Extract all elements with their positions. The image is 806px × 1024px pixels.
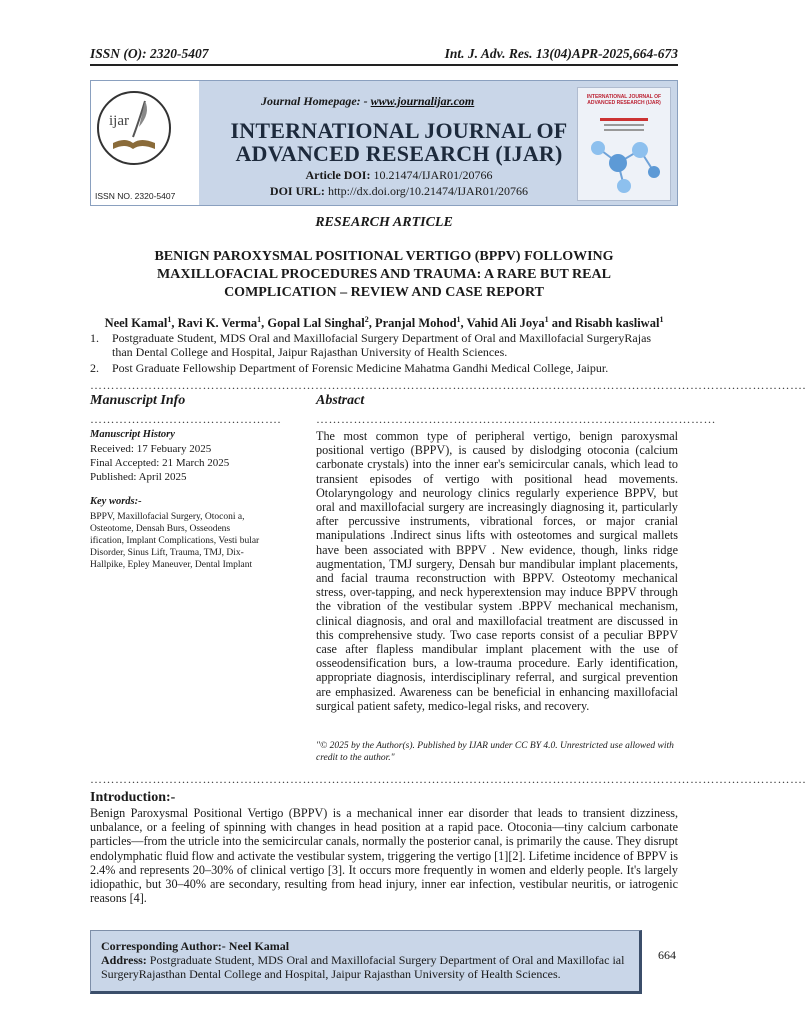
corresponding-author: Corresponding Author:- Neel Kamal — [101, 939, 290, 953]
issn-number: ISSN NO. 2320-5407 — [95, 191, 176, 201]
doi-block: Article DOI: 10.21474/IJAR01/20766 DOI URL: http://dx.doi.org/10.21474/IJAR01/20766 — [269, 168, 529, 198]
author: Gopal Lal Singhal — [267, 316, 365, 331]
journal-logo — [91, 81, 199, 205]
author: Neel Kamal — [104, 316, 168, 331]
molecule-graphic-icon — [578, 88, 670, 200]
section-divider: ………………………………………………………………………………………………………………………………………………………. — [90, 772, 806, 786]
journal-homepage: Journal Homepage: - www.journalijar.com — [261, 94, 475, 108]
corresponding-address: Address: Postgraduate Student, MDS Oral and Maxillofacial Surgery Department of Oral and Maxillofac ial SurgeryRajasthan Dental College and Hospital, Jaipur Rajasthan University of Health Sciences. — [101, 953, 625, 981]
author: Vahid Ali Joya — [466, 316, 545, 331]
author: Pranjal Mohod — [374, 316, 457, 331]
article-doi: 10.21474/IJAR01/20766 — [373, 168, 493, 182]
issn-header: ISSN (O): 2320-5407 — [90, 46, 209, 61]
article-title: BENIGN PAROXYSMAL POSITIONAL VERTIGO (BPPV) FOLLOWING MAXILLOFACIAL PROCEDURES AND TRAUMA: A RARE BUT REAL COMPLICATION – REVIEW AND CASE REPORT — [154, 249, 614, 300]
abstract-heading: Abstract — [316, 393, 365, 408]
received-date: Received: 17 Febuary 2025 — [90, 443, 212, 455]
introduction-heading: Introduction:- — [90, 790, 176, 805]
published-date: Published: April 2025 — [90, 471, 187, 483]
corresponding-author-box — [90, 930, 642, 994]
citation-header: Int. J. Adv. Res. 13(04)APR-2025,664-673 — [444, 46, 678, 61]
journal-banner — [90, 80, 678, 206]
manuscript-history-label: Manuscript History — [90, 429, 175, 440]
copyright-notice: "© 2025 by the Author(s). Published by IJAR under CC BY 4.0. Unrestricted use allowed with credit to the author." — [316, 741, 674, 763]
introduction-text: Benign Paroxysmal Positional Vertigo (BPPV) is a mechanical inner ear disorder that leads to transient dizziness, unbalance, or a feeling of spinning with changes in head position at a rapid pace. Otoconia—tiny calcium carbonate particles—from the utricle into the semicircular canals, normally the posterior canal, is primarily the cause. They disrupt endolymphatic fluid flow and activate the vestibular system, triggering the vertigo [1][2]. Lifetime incidence of BPPV is 2.4% and represents 20–30% of clinical vertigo [3]. It occurs more frequently in women and elderly people. It's largely idiopathic, but 30–40% are secondary, resulting from head injury, inner ear infection, vestibular neuritis, or iatrogenic reasons [4]. — [90, 806, 679, 906]
doi-url-link[interactable]: http://dx.doi.org/10.21474/IJAR01/20766 — [327, 184, 529, 198]
journal-cover-image: INTERNATIONAL JOURNAL OF ADVANCED RESEARCH (IJAR) — [577, 87, 671, 201]
abstract-text: The most common type of peripheral vertigo, benign paroxysmal positional vertigo (BPPV), is caused by dislodging otoconia (calcium carbonate crystals) into the inner ear's semicircular canals, which lead to transient episodes of vertigo with positional head movements. Otolaryngology and neurology clinics regularly experience BPPV, but oral and maxillofacial surgery are increasingly diagnosing it, particularly after percussive instruments, vibrational forces, or major cranial manipulations .Indirect sinus lifts with osteotomes and surgical mallets have been associated with BPPV . New evidence, though, links ridge augmentation, TMJ surgery, Densah bur mandibular implant placements, and facial trauma reconstruction with BPPV. Osteotomy mechanical stress, over-tapping, and neck hyperextension may induce BPPV through the vibration of the vestibular system .BPPV mechanical mechanism, clinical diagnosis, and oral and maxillofacial treatment are discussed in this comprehensive study. Two case reports consist of a peculiar BPPV case after flapless mandibular implant placement with the use of osseodensification burs, a low-trauma procedure. Early identification, appropriate diagnosis, interdisciplinary referral, and surgical prevention are emphasized. Awareness can be beneficial in enhancing maxillofacial surgical patient safety, medico-legal risks, and recovery. — [316, 429, 678, 713]
running-header — [90, 44, 678, 66]
ijar-logo-icon: ijar — [97, 91, 171, 165]
accepted-date: Final Accepted: 21 March 2025 — [90, 457, 230, 469]
section-divider: ………………………………………………………………………………………………………………………………………………………. — [90, 378, 806, 392]
keywords: BPPV, Maxillofacial Surgery, Otoconi a, Osteotome, Densah Burs, Osseodens ification, Implant Complications, Vesti bular Disorder, Sinus Lift, Trauma, TMJ, Dix-Hallpike, Epley Maneuver, Dental Implant — [90, 512, 260, 570]
keywords-label: Key words:- — [90, 496, 142, 507]
divider: ………………………………………. — [90, 412, 281, 426]
quill-book-icon — [99, 93, 169, 163]
manuscript-info-heading: Manuscript Info — [90, 393, 186, 408]
page-number: 664 — [658, 948, 676, 962]
author: Ravi K. Verma — [177, 316, 258, 331]
divider: …………………………………………………………………………………… — [316, 412, 716, 426]
homepage-link[interactable]: www.journalijar.com — [370, 94, 475, 108]
author: Risabh kasliwal — [575, 316, 660, 331]
article-type: RESEARCH ARTICLE — [315, 215, 453, 230]
journal-title: INTERNATIONAL JOURNAL OF ADVANCED RESEARCH (IJAR) — [230, 118, 568, 166]
author-list: Neel Kamal$^1$, Ravi K. Verma$^1$, Gopal Lal Singhal$^2$, Pranjal Mohod$^1$, Vahid Ali Joya$^1$ and Risabh kasliwal$^1$ — [104, 315, 664, 331]
